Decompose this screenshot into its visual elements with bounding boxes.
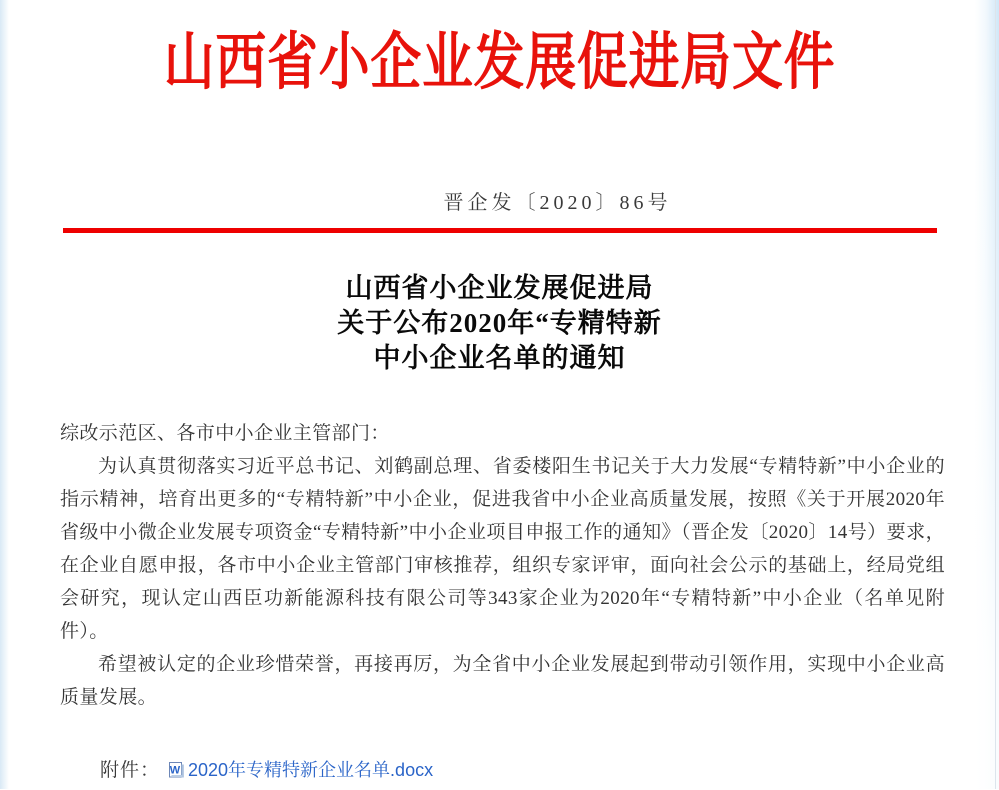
attachment-label: 附件： xyxy=(100,760,161,781)
body-paragraph: 希望被认定的企业珍惜荣誉，再接再厉，为全省中小企业发展起到带动引领作用，实现中小企业高质量发展。 xyxy=(60,654,945,708)
word-doc-icon xyxy=(168,757,185,790)
body-paragraph: 为认真贯彻落实习近平总书记、刘鹤副总理、省委楼阳生书记关于大力发展“专精特新”中小企业的指示精神，培育出更多的“专精特新”中小企业，促进我省中小企业高质量发展，按照《关于开展2020年省级中小微企业发展专项资金“专精特新”中小企业项目申报工作的通知》（晋企发〔2020〕14号）要求，在企业自愿申报，各市中小企业主管部门审核推荐，组织专家评审，面向社会公示的基础上，经局党组会研究，现认定山西臣功新能源科技有限公司等343家企业为2020年“专精特新”中小企业（名单见附件）。 xyxy=(60,456,945,642)
svg-text:W: W xyxy=(169,764,182,777)
red-divider-line xyxy=(63,228,937,233)
notice-title-line3: 中小企业名单的通知 xyxy=(373,343,626,373)
notice-title-line2: 关于公布2020年“专精特新 xyxy=(337,308,662,338)
page-right-edge-line xyxy=(995,0,996,789)
document-number xyxy=(0,189,999,217)
page-left-edge-tint xyxy=(0,0,9,789)
agency-header-title xyxy=(0,22,999,104)
attachment-link[interactable]: 2020年专精特新企业名单.docx xyxy=(188,760,434,780)
attachment-row xyxy=(60,754,945,790)
agency-header-text: 山西省小企业发展促进局文件 xyxy=(163,29,836,97)
salutation: 综改示范区、各市中小企业主管部门： xyxy=(60,423,390,444)
notice-title-line1: 山西省小企业发展促进局 xyxy=(345,273,654,303)
notice-title xyxy=(0,271,999,376)
document-number-text: 晋企发〔2020〕86号 xyxy=(443,192,672,214)
document-body xyxy=(60,417,945,790)
